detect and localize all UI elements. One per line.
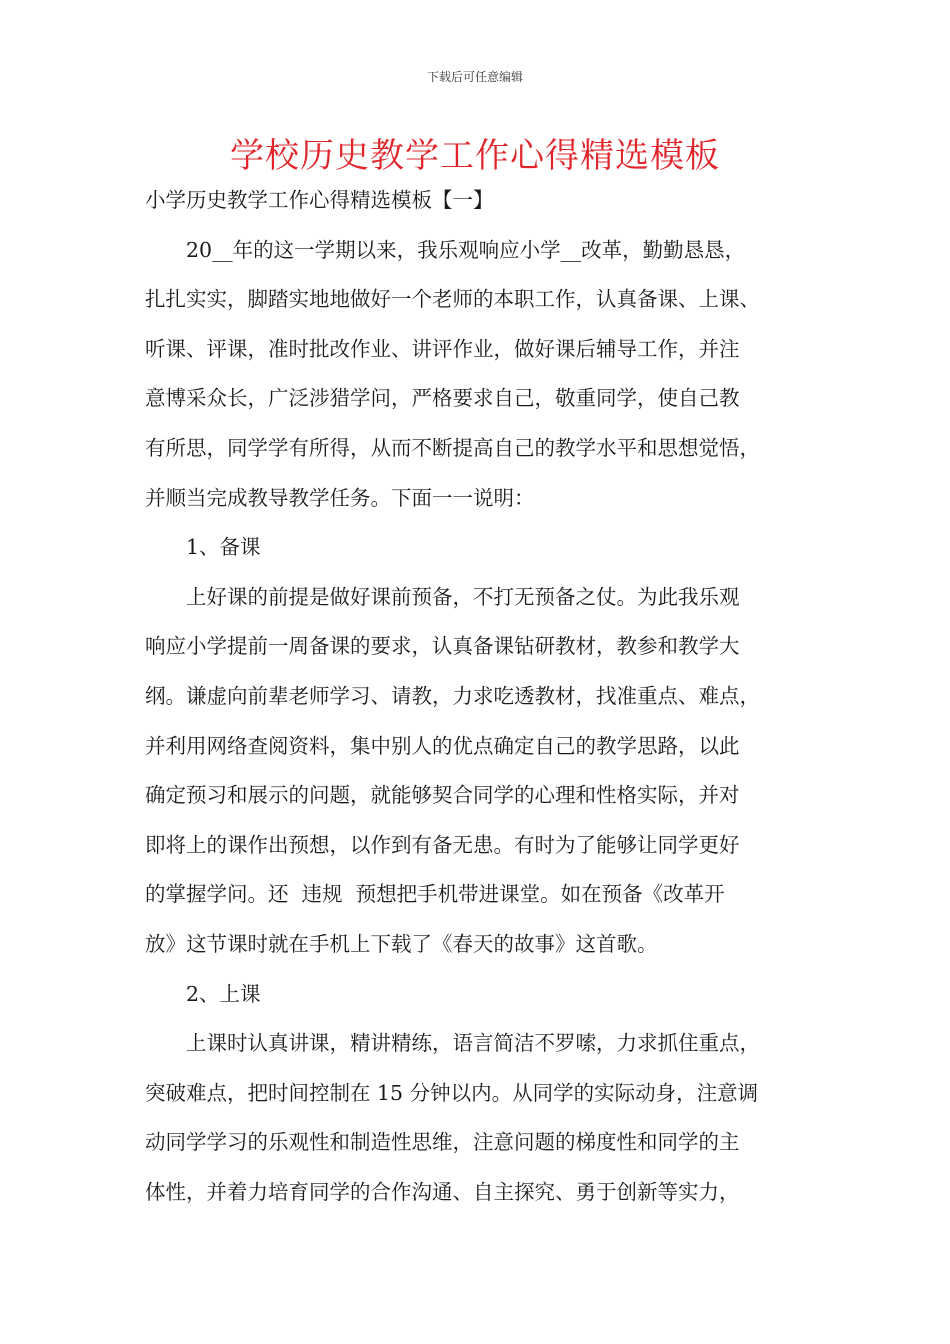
text-line: 确定预习和展示的问题，就能够契合同学的心理和性格实际，并对	[145, 783, 740, 808]
text-line: 响应小学提前一周备课的要求，认真备课钻研教材，教参和教学大	[145, 634, 740, 659]
intro-paragraph	[145, 226, 825, 524]
text-line: 扎扎实实，脚踏实地地做好一个老师的本职工作，认真备课、上课、	[145, 287, 760, 312]
class-paragraph	[145, 1019, 825, 1217]
document-title: 学校历史教学工作心得精选模板	[230, 136, 720, 176]
text-line: 放》这节课时就在手机上下载了《春天的故事》这首歌。	[145, 931, 658, 956]
text-line: 听课、评课，准时批改作业、讲评作业，做好课后辅导工作，并注	[145, 336, 740, 361]
text-line: 纲。谦虚向前辈老师学习、请教，力求吃透教材，找准重点、难点，	[145, 683, 760, 708]
text-line: 即将上的课作出预想，以作到有备无患。有时为了能够让同学更好	[145, 832, 740, 857]
text-line: 意博采众长，广泛涉猎学问，严格要求自己，敬重同学，使自己教	[145, 386, 740, 411]
item-heading-class: 2、上课	[186, 981, 261, 1006]
text-line: 突破难点，把时间控制在 15 分钟以内。从同学的实际动身，注意调	[145, 1080, 759, 1105]
header-note: 下载后可任意编辑	[426, 70, 523, 84]
section-heading: 小学历史教学工作心得精选模板【一】	[145, 188, 494, 212]
text-line: 上好课的前提是做好课前预备，不打无预备之仗。为此我乐观	[186, 584, 740, 609]
text-line: 体性，并着力培育同学的合作沟通、自主探究、勇于创新等实力，	[145, 1179, 740, 1204]
document-body	[145, 176, 825, 1217]
text-line: 并顺当完成教导教学任务。下面一一说明：	[145, 485, 535, 510]
text-line: 有所思，同学学有所得，从而不断提高自己的教学水平和思想觉悟，	[145, 435, 760, 460]
lesson-prep-paragraph	[145, 573, 825, 970]
item-heading-lesson-prep: 1、备课	[186, 535, 261, 560]
text-line: 动同学学习的乐观性和制造性思维，注意问题的梯度性和同学的主	[145, 1130, 740, 1155]
text-line: 的掌握学问。还 违规 预想把手机带进课堂。如在预备《改革开	[145, 882, 725, 907]
text-line: 上课时认真讲课，精讲精练，语言简洁不罗嗦，力求抓住重点，	[186, 1031, 760, 1056]
text-line: 20__年的这一学期以来，我乐观响应小学__改革，勤勤恳恳，	[186, 237, 746, 262]
text-line: 并利用网络查阅资料，集中别人的优点确定自己的教学思路，以此	[145, 733, 740, 758]
